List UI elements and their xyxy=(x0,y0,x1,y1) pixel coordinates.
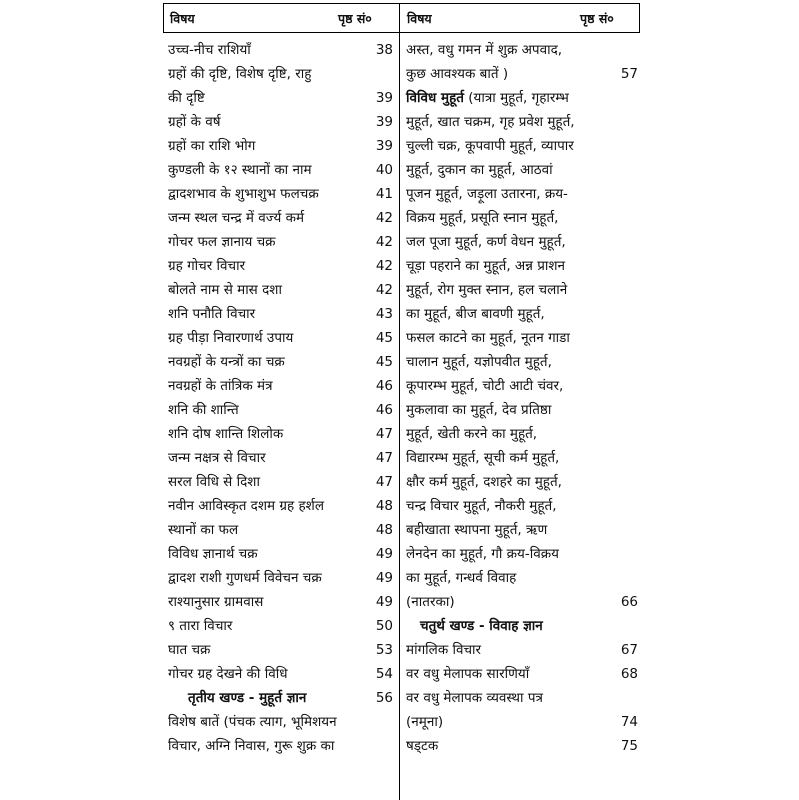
index-entry xyxy=(406,350,638,374)
entry-text: नवग्रहों के यन्त्रों का चक्र xyxy=(168,354,285,370)
entry-text: मुहूर्त, खेती करने का मुहूर्त, xyxy=(406,426,538,442)
page-number: 46 xyxy=(375,378,393,394)
entry-text: राश्यानुसार ग्रामवास xyxy=(168,594,264,610)
page-number: 39 xyxy=(375,90,393,106)
page-number: 39 xyxy=(375,114,393,130)
index-entry xyxy=(406,326,638,350)
entry-text: फसल काटने का मुहूर्त, नूतन गाडा xyxy=(406,330,570,346)
entry-text: वर वधु मेलापक सारणियाँ xyxy=(406,666,530,682)
page-number: 48 xyxy=(375,498,393,514)
page-number: 68 xyxy=(620,666,638,682)
page-number: 40 xyxy=(375,162,393,178)
entry-text: ग्रह पीड़ा निवारणार्थ उपाय xyxy=(168,330,294,346)
entry-text: बहीखाता स्थापना मुहूर्त, ऋण xyxy=(406,522,548,538)
entry-text: ग्रह गोचर विचार xyxy=(168,258,246,274)
column-divider xyxy=(399,3,400,800)
index-entry xyxy=(168,278,395,302)
entry-text: गोचर फल ज्ञानाय चक्र xyxy=(168,234,276,250)
page-number: 66 xyxy=(620,594,638,610)
page-number: 47 xyxy=(375,474,393,490)
index-entry xyxy=(406,422,638,446)
entry-rest-text: (यात्रा मुहूर्त, गृहारम्भ xyxy=(463,90,569,106)
entry-text: ग्रहों के वर्ष xyxy=(168,114,221,130)
entry-text: गोचर ग्रह देखने की विधि xyxy=(168,666,288,682)
entry-text: घात चक्र xyxy=(168,642,211,658)
page-number: 47 xyxy=(375,450,393,466)
page-number: 38 xyxy=(375,42,393,58)
page-number: 54 xyxy=(375,666,393,682)
index-entry xyxy=(406,158,638,182)
index-entry xyxy=(168,230,395,254)
entry-text: विद्यारम्भ मुहूर्त, सूची कर्म मुहूर्त, xyxy=(406,450,560,466)
entry-text: द्वादशभाव के शुभाशुभ फलचक्र xyxy=(168,186,319,202)
entry-text: (नमूना) xyxy=(406,714,444,730)
page-number: 49 xyxy=(375,570,393,586)
entry-text: मुहूर्त, खात चक्रम, गृह प्रवेश मुहूर्त, xyxy=(406,114,575,130)
index-entry xyxy=(406,686,638,710)
entry-text: नवीन आविस्कृत दशम ग्रह हर्शल xyxy=(168,498,324,514)
page-number: 39 xyxy=(375,138,393,154)
entry-text: चन्द्र विचार मुहूर्त, नौकरी मुहूर्त, xyxy=(406,498,557,514)
page-number: 67 xyxy=(620,642,638,658)
entry-text: जन्म स्थल चन्द्र में वर्ज्य कर्म xyxy=(168,210,305,226)
index-entry xyxy=(168,446,395,470)
entry-text: अस्त, वधु गमन में शुक्र अपवाद, xyxy=(406,42,563,58)
page-number: 50 xyxy=(375,618,393,634)
entry-text: शनि पनौति विचार xyxy=(168,306,256,322)
index-entry xyxy=(168,542,395,566)
index-entry xyxy=(406,254,638,278)
index-entry xyxy=(168,422,395,446)
entry-text: तृतीय खण्ड - मुहूर्त ज्ञान xyxy=(188,690,307,706)
entry-text: षड्टक xyxy=(406,738,439,754)
index-entry xyxy=(406,398,638,422)
index-entry xyxy=(168,62,395,86)
entry-text: नवग्रहों के तांत्रिक मंत्र xyxy=(168,378,273,394)
left-page-header: पृष्ठ सं० xyxy=(338,11,372,26)
index-entry xyxy=(168,86,395,110)
index-entry xyxy=(406,278,638,302)
page-number: 42 xyxy=(375,282,393,298)
left-index-column xyxy=(168,38,395,758)
page-number: 42 xyxy=(375,234,393,250)
index-entry xyxy=(406,230,638,254)
entry-text: चूड़ा पहराने का मुहूर्त, अन्न प्राशन xyxy=(406,258,566,274)
page-number: 46 xyxy=(375,402,393,418)
index-entry xyxy=(406,566,638,590)
index-entry xyxy=(168,638,395,662)
right-subject-header: विषय xyxy=(407,11,432,26)
entry-text: का मुहूर्त, गन्धर्व विवाह xyxy=(406,570,517,586)
index-entry xyxy=(168,38,395,62)
entry-text: सरल विधि से दिशा xyxy=(168,474,260,490)
index-entry xyxy=(168,590,395,614)
entry-text: शनि दोष शान्ति शिलोक xyxy=(168,426,284,442)
entry-text: (नातरका) xyxy=(406,594,455,610)
entry-text: की दृष्टि xyxy=(168,90,205,106)
page-number: 57 xyxy=(620,66,638,82)
entry-text: मुहूर्त, रोग मुक्त स्नान, हल चलाने xyxy=(406,282,568,298)
page-number: 42 xyxy=(375,258,393,274)
entry-text: शनि की शान्ति xyxy=(168,402,239,418)
index-entry xyxy=(168,518,395,542)
index-entry xyxy=(406,134,638,158)
section-heading xyxy=(168,686,395,710)
index-entry xyxy=(168,254,395,278)
entry-text: वर वधु मेलापक व्यवस्था पत्र xyxy=(406,690,543,706)
entry-text: चुल्ली चक्र, कूपवापी मुहूर्त, व्यापार xyxy=(406,138,574,154)
index-entry xyxy=(406,662,638,686)
page-number: 41 xyxy=(375,186,393,202)
index-entry xyxy=(406,62,638,86)
entry-text: मांगलिक विचार xyxy=(406,642,482,658)
entry-text: कुण्डली के १२ स्थानों का नाम xyxy=(168,162,312,178)
page-number: 45 xyxy=(375,354,393,370)
right-page-header: पृष्ठ सं० xyxy=(580,11,614,26)
index-entry xyxy=(168,710,395,734)
entry-text: क्षौर कर्म मुहूर्त, दशहरे का मुहूर्त, xyxy=(406,474,562,490)
page-number: 48 xyxy=(375,522,393,538)
page-number: 45 xyxy=(375,330,393,346)
section-heading xyxy=(406,614,638,638)
entry-text: विविध ज्ञानार्थ चक्र xyxy=(168,546,258,562)
index-entry xyxy=(406,638,638,662)
table-header xyxy=(163,3,640,33)
entry-text: कूपारम्भ मुहूर्त, चोटी आटी चंवर, xyxy=(406,378,564,394)
entry-text: ग्रहों की दृष्टि, विशेष दृष्टि, राहु xyxy=(168,66,312,82)
entry-text xyxy=(406,86,569,110)
page-number: 74 xyxy=(620,714,638,730)
page-number: 47 xyxy=(375,426,393,442)
entry-text: लेनदेन का मुहूर्त, गौ क्रय-विक्रय xyxy=(406,546,559,562)
index-entry xyxy=(168,302,395,326)
right-index-column xyxy=(406,38,638,758)
entry-text: मुकलावा का मुहूर्त, देव प्रतिष्ठा xyxy=(406,402,552,418)
index-entry xyxy=(168,134,395,158)
entry-text: द्वादश राशी गुणधर्म विवेचन चक्र xyxy=(168,570,322,586)
index-entry xyxy=(406,494,638,518)
entry-text: पूजन मुहूर्त, जड़ूला उतारना, क्रय- xyxy=(406,186,568,202)
index-entry xyxy=(168,470,395,494)
index-entry xyxy=(168,374,395,398)
index-entry xyxy=(406,182,638,206)
index-entry xyxy=(168,662,395,686)
entry-text: उच्च-नीच राशियाँ xyxy=(168,42,251,58)
index-entry xyxy=(406,518,638,542)
index-page xyxy=(163,0,641,800)
index-entry xyxy=(168,182,395,206)
index-entry xyxy=(168,494,395,518)
entry-text: विक्रय मुहूर्त, प्रसूति स्नान मुहूर्त, xyxy=(406,210,559,226)
index-entry xyxy=(406,374,638,398)
page-number: 56 xyxy=(375,690,393,706)
index-entry xyxy=(406,734,638,758)
entry-text: का मुहूर्त, बीज बावणी मुहूर्त, xyxy=(406,306,545,322)
index-entry xyxy=(406,590,638,614)
entry-text: विशेष बातें (पंचक त्याग, भूमिशयन xyxy=(168,714,337,730)
entry-text: स्थानों का फल xyxy=(168,522,239,538)
index-entry xyxy=(406,710,638,734)
entry-text: जल पूजा मुहूर्त, कर्ण वेधन मुहूर्त, xyxy=(406,234,566,250)
index-entry xyxy=(406,206,638,230)
page-number: 42 xyxy=(375,210,393,226)
index-entry xyxy=(406,86,638,110)
page-number: 53 xyxy=(375,642,393,658)
index-entry xyxy=(168,566,395,590)
index-entry xyxy=(406,542,638,566)
index-entry xyxy=(168,614,395,638)
index-entry xyxy=(168,398,395,422)
index-entry xyxy=(406,470,638,494)
index-entry xyxy=(168,326,395,350)
index-entry xyxy=(406,302,638,326)
left-subject-header: विषय xyxy=(170,11,195,26)
entry-text: कुछ आवश्यक बातें ) xyxy=(406,66,509,82)
index-entry xyxy=(168,110,395,134)
entry-text: बोलते नाम से मास दशा xyxy=(168,282,282,298)
index-entry xyxy=(168,734,395,758)
index-entry xyxy=(406,446,638,470)
index-entry xyxy=(168,158,395,182)
index-entry xyxy=(406,110,638,134)
page-number: 43 xyxy=(375,306,393,322)
page-number: 49 xyxy=(375,594,393,610)
page-number: 75 xyxy=(620,738,638,754)
page-number: 49 xyxy=(375,546,393,562)
index-entry xyxy=(168,350,395,374)
entry-text: ९ तारा विचार xyxy=(168,618,233,634)
entry-text: विचार, अग्नि निवास, गुरू शुक्र का xyxy=(168,738,335,754)
index-entry xyxy=(168,206,395,230)
entry-text: चतुर्थ खण्ड - विवाह ज्ञान xyxy=(420,618,543,634)
entry-text: ग्रहों का राशि भोग xyxy=(168,138,256,154)
entry-text: चालान मुहूर्त, यज्ञोपवीत मुहूर्त, xyxy=(406,354,552,370)
entry-text: मुहूर्त, दुकान का मुहूर्त, आठवां xyxy=(406,162,553,178)
entry-bold-text: विविध मुहूर्त xyxy=(406,90,464,106)
entry-text: जन्म नक्षत्र से विचार xyxy=(168,450,266,466)
index-entry xyxy=(406,38,638,62)
